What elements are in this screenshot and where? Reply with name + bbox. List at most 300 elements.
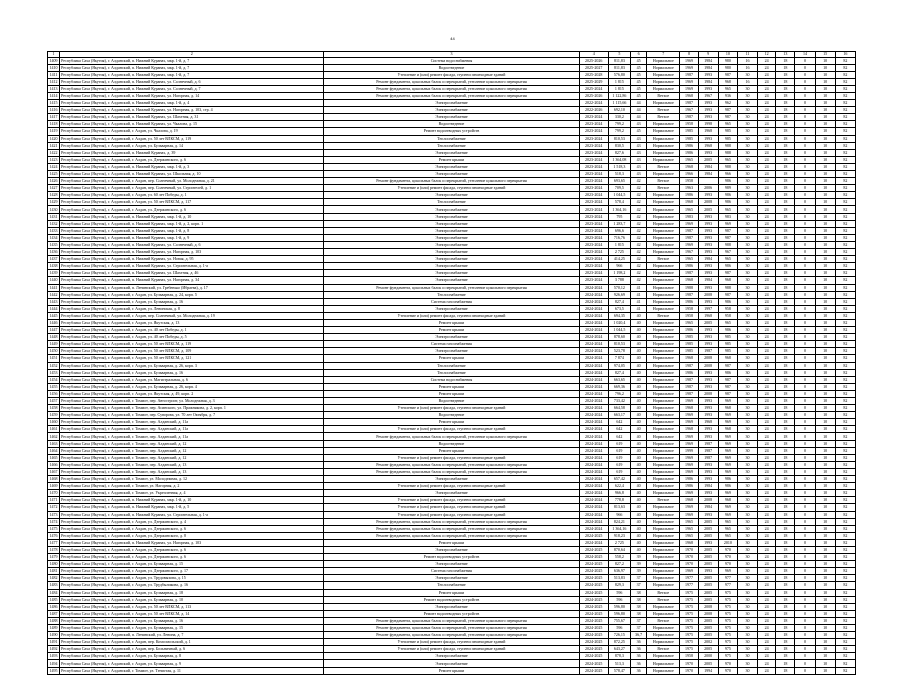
year-overhaul-cell: 2005 bbox=[698, 625, 718, 632]
value-cell: 0 bbox=[795, 617, 815, 624]
year-commissioned-cell: 988 bbox=[718, 284, 737, 291]
area-cell: 596,80 bbox=[608, 603, 630, 610]
address-cell: Республика Саха (Якутия), г. Алданский, г. Алдан, ул. Бульварная, д. 16 bbox=[60, 298, 324, 305]
value-cell: 0 bbox=[795, 100, 815, 107]
address-cell: Республика Саха (Якутия), г. Алданский, п. Нижний Куранах, мкр. 1-й, д. 4 bbox=[60, 100, 324, 107]
area-cell: 829,3 bbox=[608, 582, 630, 589]
value-cell: 0 bbox=[795, 554, 815, 561]
year-commissioned-cell: 986 bbox=[718, 483, 737, 490]
work-type-cell: Электроснабжение bbox=[324, 149, 579, 156]
value-cell: 82 bbox=[835, 440, 855, 447]
value-cell: 30 bbox=[737, 525, 757, 532]
area-cell: 7 874 bbox=[608, 355, 630, 362]
value-cell: 82 bbox=[835, 610, 855, 617]
value-cell: 18 bbox=[776, 518, 795, 525]
condition-cell: Нормальное bbox=[647, 376, 680, 383]
area-cell: 827,2 bbox=[608, 561, 630, 568]
area-cell: 673,5 bbox=[608, 305, 630, 312]
work-type-cell: Электроснабжение bbox=[324, 305, 579, 312]
year-built-cell: 1970 bbox=[680, 667, 698, 674]
year-built-cell: 1970 bbox=[680, 546, 698, 553]
year-commissioned-cell: 975 bbox=[718, 610, 737, 617]
row-number: 1411 bbox=[48, 71, 60, 78]
address-cell: Республика Саха (Якутия), г. Алданский, г. Алдан, ул. 50 лет ВЛКСМ, д. 109 bbox=[60, 348, 324, 355]
value-cell: 0 bbox=[795, 327, 815, 334]
value-cell: 30 bbox=[737, 341, 757, 348]
address-cell: Республика Саха (Якутия), г. Алданский, г. Алдан, ул. 50 лет ВЛКСМ, д. 119 bbox=[60, 341, 324, 348]
row-number: 1441 bbox=[48, 284, 60, 291]
address-cell: Республика Саха (Якутия), г. Алданский, п. Нижний Куранах, мкр. 1-й, д. 8 bbox=[60, 227, 324, 234]
value-cell: 10 bbox=[815, 291, 835, 298]
row-number: 1480 bbox=[48, 561, 60, 568]
value-cell: 30 bbox=[737, 249, 757, 256]
period-cell: 2023-2024 bbox=[579, 241, 608, 248]
row-number: 1443 bbox=[48, 298, 60, 305]
value-cell: 30 bbox=[737, 270, 757, 277]
area-cell: 811,83 bbox=[608, 64, 630, 71]
area-cell: 1 815 bbox=[608, 78, 630, 85]
value-cell: 10 bbox=[815, 100, 835, 107]
address-cell: Республика Саха (Якутия), г. Алданский, г. Томмот, ул. Тенистая, д. 11 bbox=[60, 667, 324, 674]
table-row bbox=[48, 355, 856, 362]
year-built-cell: 1969 bbox=[680, 412, 698, 419]
value-cell: 82 bbox=[835, 128, 855, 135]
period-cell: 2023-2024 bbox=[579, 220, 608, 227]
row-number: 1458 bbox=[48, 405, 60, 412]
period-cell: 2025-2026 bbox=[579, 92, 608, 99]
condition-cell: Нормальное bbox=[647, 525, 680, 532]
value-cell: 30 bbox=[737, 454, 757, 461]
year-built-cell: 1958 bbox=[680, 653, 698, 660]
column-header: 1 bbox=[48, 52, 60, 58]
value-cell: 0 bbox=[795, 64, 815, 71]
value-cell: 18 bbox=[776, 454, 795, 461]
table-row bbox=[48, 163, 856, 170]
area-cell: 330,2 bbox=[608, 114, 630, 121]
year-commissioned-cell: 969 bbox=[718, 447, 737, 454]
value-cell: 24 bbox=[758, 468, 776, 475]
value-cell: 0 bbox=[795, 390, 815, 397]
year-commissioned-cell: 962 bbox=[718, 100, 737, 107]
value-cell: 0 bbox=[795, 660, 815, 667]
address-cell: Республика Саха (Якутия), г. Алданский, п. Нижний Куранах, мкр. 1-й, д. 7 bbox=[60, 57, 324, 64]
area-cell: 966 bbox=[608, 511, 630, 518]
table-row bbox=[48, 114, 856, 121]
value-cell: 0 bbox=[795, 525, 815, 532]
value-cell: 82 bbox=[835, 405, 855, 412]
value-cell: 24 bbox=[758, 419, 776, 426]
year-commissioned-cell: 965 bbox=[718, 206, 737, 213]
year-overhaul-cell: 2008 bbox=[698, 355, 718, 362]
value-cell: 24 bbox=[758, 639, 776, 646]
year-built-cell: 1975 bbox=[680, 589, 698, 596]
value-cell: 82 bbox=[835, 305, 855, 312]
value-cell: 10 bbox=[815, 256, 835, 263]
row-number: 1438 bbox=[48, 263, 60, 270]
work-type-cell: Ремонт крыши bbox=[324, 419, 579, 426]
value-cell: 18 bbox=[776, 660, 795, 667]
value-cell: 18 bbox=[776, 327, 795, 334]
condition-cell: Нормальное bbox=[647, 426, 680, 433]
value-cell: 10 bbox=[815, 440, 835, 447]
period-cell: 2023-2024 bbox=[579, 114, 608, 121]
row-number: 1446 bbox=[48, 319, 60, 326]
value-cell: 30 bbox=[737, 497, 757, 504]
value-cell: 18 bbox=[776, 100, 795, 107]
value-cell: 82 bbox=[835, 71, 855, 78]
value-cell: 82 bbox=[835, 78, 855, 85]
wear-cell: 43 bbox=[631, 135, 647, 142]
value-cell: 30 bbox=[737, 319, 757, 326]
table-row bbox=[48, 433, 856, 440]
condition-cell: Нормальное bbox=[647, 121, 680, 128]
wear-cell: 43 bbox=[631, 163, 647, 170]
value-cell: 24 bbox=[758, 461, 776, 468]
value-cell: 0 bbox=[795, 504, 815, 511]
year-built-cell: 1987 bbox=[680, 227, 698, 234]
value-cell: 0 bbox=[795, 646, 815, 653]
year-built-cell: 1968 bbox=[680, 355, 698, 362]
table-row bbox=[48, 213, 856, 220]
period-cell: 2024-2025 bbox=[579, 639, 608, 646]
value-cell: 24 bbox=[758, 362, 776, 369]
year-built-cell: 1987 bbox=[680, 100, 698, 107]
value-cell: 0 bbox=[795, 78, 815, 85]
value-cell: 24 bbox=[758, 114, 776, 121]
value-cell: 0 bbox=[795, 405, 815, 412]
value-cell: 16 bbox=[737, 57, 757, 64]
wear-cell: 40 bbox=[631, 312, 647, 319]
address-cell: Республика Саха (Якутия), г. Алданский, г. Алдан, пер. Больничный, д. 6 bbox=[60, 646, 324, 653]
period-cell: 2023-2024 bbox=[579, 121, 608, 128]
table-row bbox=[48, 376, 856, 383]
condition-cell: Нормальное bbox=[647, 518, 680, 525]
value-cell: 18 bbox=[776, 376, 795, 383]
wear-cell: 40 bbox=[631, 405, 647, 412]
year-commissioned-cell: 987 bbox=[718, 390, 737, 397]
table-row bbox=[48, 632, 856, 639]
year-overhaul-cell: 1987 bbox=[698, 447, 718, 454]
year-built-cell: 1968 bbox=[680, 539, 698, 546]
year-overhaul-cell: 2005 bbox=[698, 632, 718, 639]
year-commissioned-cell: 969 bbox=[718, 440, 737, 447]
work-type-cell: Утепление и (или) ремонт фасада, ступени пешеходные зданий bbox=[324, 511, 579, 518]
value-cell: 24 bbox=[758, 596, 776, 603]
wear-cell: 40 bbox=[631, 362, 647, 369]
value-cell: 18 bbox=[776, 483, 795, 490]
column-header: 15 bbox=[815, 52, 835, 58]
table-row bbox=[48, 142, 856, 149]
table-row bbox=[48, 497, 856, 504]
value-cell: 30 bbox=[737, 135, 757, 142]
value-cell: 18 bbox=[776, 653, 795, 660]
value-cell: 30 bbox=[737, 185, 757, 192]
value-cell: 0 bbox=[795, 369, 815, 376]
value-cell: 18 bbox=[776, 256, 795, 263]
value-cell: 24 bbox=[758, 617, 776, 624]
work-type-cell: Водоотведение bbox=[324, 440, 579, 447]
value-cell: 30 bbox=[737, 227, 757, 234]
row-number: 1465 bbox=[48, 454, 60, 461]
row-number: 1433 bbox=[48, 227, 60, 234]
value-cell: 82 bbox=[835, 617, 855, 624]
value-cell: 82 bbox=[835, 64, 855, 71]
year-built-cell: 1970 bbox=[680, 554, 698, 561]
value-cell: 18 bbox=[776, 85, 795, 92]
value-cell: 10 bbox=[815, 447, 835, 454]
value-cell: 24 bbox=[758, 518, 776, 525]
year-built-cell: 1977 bbox=[680, 575, 698, 582]
value-cell: 24 bbox=[758, 653, 776, 660]
value-cell: 18 bbox=[776, 596, 795, 603]
wear-cell: 43 bbox=[631, 121, 647, 128]
value-cell: 10 bbox=[815, 277, 835, 284]
wear-cell: 40 bbox=[631, 426, 647, 433]
value-cell: 18 bbox=[776, 369, 795, 376]
wear-cell: 40 bbox=[631, 476, 647, 483]
year-overhaul-cell: 1998 bbox=[698, 121, 718, 128]
table-row bbox=[48, 511, 856, 518]
year-commissioned-cell: 965 bbox=[718, 532, 737, 539]
table-row bbox=[48, 249, 856, 256]
value-cell: 18 bbox=[776, 107, 795, 114]
condition-cell: Нормальное bbox=[647, 142, 680, 149]
value-cell: 30 bbox=[737, 625, 757, 632]
work-type-cell: Электроснабжение bbox=[324, 575, 579, 582]
value-cell: 10 bbox=[815, 199, 835, 206]
wear-cell: 40 bbox=[631, 419, 647, 426]
value-cell: 10 bbox=[815, 667, 835, 674]
value-cell: 24 bbox=[758, 341, 776, 348]
year-overhaul-cell: 1993 bbox=[698, 100, 718, 107]
condition-cell: Нормальное bbox=[647, 341, 680, 348]
work-type-cell: Электроснабжение bbox=[324, 227, 579, 234]
value-cell: 24 bbox=[758, 227, 776, 234]
condition-cell: Нормальное bbox=[647, 305, 680, 312]
wear-cell: 42 bbox=[631, 213, 647, 220]
year-commissioned-cell: 988 bbox=[718, 142, 737, 149]
condition-cell: Нормальное bbox=[647, 334, 680, 341]
year-built-cell: 1975 bbox=[680, 632, 698, 639]
table-row bbox=[48, 206, 856, 213]
wear-cell: 40 bbox=[631, 376, 647, 383]
value-cell: 10 bbox=[815, 653, 835, 660]
work-type-cell: Утепление и (или) ремонт фасада, ступени пешеходные зданий bbox=[324, 646, 579, 653]
work-type-cell: Теплоснабжение bbox=[324, 369, 579, 376]
value-cell: 18 bbox=[776, 199, 795, 206]
value-cell: 10 bbox=[815, 390, 835, 397]
value-cell: 10 bbox=[815, 490, 835, 497]
year-built-cell: 1969 bbox=[680, 85, 698, 92]
table-row bbox=[48, 341, 856, 348]
table-row bbox=[48, 653, 856, 660]
address-cell: Республика Саха (Якутия), г. Алданский, г. Алдан, ул. Ленинская, д. 8 bbox=[60, 305, 324, 312]
area-cell: 870,64 bbox=[608, 546, 630, 553]
work-type-cell: Электроснабжение bbox=[324, 220, 579, 227]
value-cell: 82 bbox=[835, 447, 855, 454]
year-overhaul-cell: 2002 bbox=[698, 639, 718, 646]
address-cell: Республика Саха (Якутия), г. Алданский, г. Томмот, пер. Алданский, д. 13 bbox=[60, 461, 324, 468]
work-type-cell: Электроснабжение bbox=[324, 100, 579, 107]
value-cell: 10 bbox=[815, 128, 835, 135]
value-cell: 30 bbox=[737, 220, 757, 227]
value-cell: 24 bbox=[758, 667, 776, 674]
table-row bbox=[48, 539, 856, 546]
address-cell: Республика Саха (Якутия), г. Алданский, п. Нижний Куранах, ул. Нагорная, д. 34 bbox=[60, 277, 324, 284]
address-cell: Республика Саха (Якутия), г. Алданский, г. Алдан, ул. Трудовыхова, д. 15 bbox=[60, 575, 324, 582]
value-cell: 24 bbox=[758, 220, 776, 227]
value-cell: 18 bbox=[776, 156, 795, 163]
value-cell: 30 bbox=[737, 348, 757, 355]
row-number: 1428 bbox=[48, 192, 60, 199]
value-cell: 24 bbox=[758, 107, 776, 114]
row-number: 1452 bbox=[48, 362, 60, 369]
area-cell: 513,3 bbox=[608, 660, 630, 667]
address-cell: Республика Саха (Якутия), г. Алданский, г. Алдан, ул. Дзержинского, д. 6 bbox=[60, 525, 324, 532]
value-cell: 30 bbox=[737, 114, 757, 121]
value-cell: 82 bbox=[835, 107, 855, 114]
condition-cell: Нормальное bbox=[647, 220, 680, 227]
value-cell: 10 bbox=[815, 355, 835, 362]
year-overhaul-cell: 1993 bbox=[698, 263, 718, 270]
year-built-cell: 1986 bbox=[680, 149, 698, 156]
wear-cell: 42 bbox=[631, 185, 647, 192]
value-cell: 18 bbox=[776, 185, 795, 192]
value-cell: 82 bbox=[835, 270, 855, 277]
year-commissioned-cell: 987 bbox=[718, 234, 737, 241]
year-commissioned-cell: 985 bbox=[718, 341, 737, 348]
year-overhaul-cell: 1993 bbox=[698, 270, 718, 277]
value-cell: 18 bbox=[776, 433, 795, 440]
condition-cell: Нормальное bbox=[647, 575, 680, 582]
year-overhaul-cell: 1993 bbox=[698, 426, 718, 433]
address-cell: Республика Саха (Якутия), г. Алданский, п. Нижний Куранах, мкр. 1-й, д. 7 bbox=[60, 64, 324, 71]
address-cell: Республика Саха (Якутия), г. Алданский, п. Нижний Куранах, ул. Нагорная, д. 14 bbox=[60, 92, 324, 99]
year-commissioned-cell: 970 bbox=[718, 561, 737, 568]
value-cell: 0 bbox=[795, 454, 815, 461]
value-cell: 30 bbox=[737, 511, 757, 518]
work-type-cell: Водоотведение bbox=[324, 121, 579, 128]
address-cell: Республика Саха (Якутия), г. Алданский, г. Томмот, пер. Алданский, д. 12 bbox=[60, 447, 324, 454]
condition-cell: Нормальное bbox=[647, 561, 680, 568]
year-commissioned-cell: 987 bbox=[718, 227, 737, 234]
value-cell: 30 bbox=[737, 667, 757, 674]
year-commissioned-cell: 970 bbox=[718, 660, 737, 667]
wear-cell: 45 bbox=[631, 128, 647, 135]
year-overhaul-cell: 1993 bbox=[698, 327, 718, 334]
year-commissioned-cell: 986 bbox=[718, 476, 737, 483]
work-type-cell: Ремонт крыши bbox=[324, 319, 579, 326]
table-row bbox=[48, 149, 856, 156]
period-cell: 2024-2025 bbox=[579, 660, 608, 667]
value-cell: 0 bbox=[795, 483, 815, 490]
table-row bbox=[48, 291, 856, 298]
value-cell: 30 bbox=[737, 312, 757, 319]
year-overhaul-cell: 1993 bbox=[698, 369, 718, 376]
work-type-cell: Ремонт крыши bbox=[324, 327, 579, 334]
address-cell: Республика Саха (Якутия), г. Алданский, п. Нижний Куранах, мкр. 1-й, д. 9 bbox=[60, 234, 324, 241]
value-cell: 10 bbox=[815, 632, 835, 639]
period-cell: 2024-2024 bbox=[579, 483, 608, 490]
address-cell: Республика Саха (Якутия), г. Алданский, г. Алдан, ул. Бульварная, д. 14 bbox=[60, 142, 324, 149]
value-cell: 10 bbox=[815, 312, 835, 319]
address-cell: Республика Саха (Якутия), г. Алданский, п. Нижний Куранах, мкр. 1-й, д. 7 bbox=[60, 71, 324, 78]
value-cell: 18 bbox=[776, 476, 795, 483]
value-cell: 0 bbox=[795, 319, 815, 326]
value-cell: 0 bbox=[795, 596, 815, 603]
condition-cell: Нормальное bbox=[647, 149, 680, 156]
wear-cell: 40 bbox=[631, 334, 647, 341]
value-cell: 24 bbox=[758, 298, 776, 305]
value-cell: 18 bbox=[776, 632, 795, 639]
year-overhaul-cell: 1993 bbox=[698, 241, 718, 248]
wear-cell: 40 bbox=[631, 504, 647, 511]
period-cell: 2024-2024 bbox=[579, 440, 608, 447]
value-cell: 10 bbox=[815, 561, 835, 568]
row-number: 1469 bbox=[48, 483, 60, 490]
period-cell: 2024-2025 bbox=[579, 532, 608, 539]
wear-cell: 45 bbox=[631, 92, 647, 99]
value-cell: 82 bbox=[835, 298, 855, 305]
year-commissioned-cell: 969 bbox=[718, 504, 737, 511]
value-cell: 0 bbox=[795, 561, 815, 568]
condition-cell: Нормальное bbox=[647, 135, 680, 142]
table-row bbox=[48, 554, 856, 561]
wear-cell: 41 bbox=[631, 305, 647, 312]
value-cell: 10 bbox=[815, 327, 835, 334]
value-cell: 10 bbox=[815, 64, 835, 71]
address-cell: Республика Саха (Якутия), г. Алданский, г. Томмот, ул. Нагорная, д. 2 bbox=[60, 483, 324, 490]
work-type-cell: Электроснабжение bbox=[324, 263, 579, 270]
row-number: 1431 bbox=[48, 213, 60, 220]
value-cell: 24 bbox=[758, 163, 776, 170]
year-built-cell: 1958 bbox=[680, 121, 698, 128]
value-cell: 24 bbox=[758, 575, 776, 582]
row-number: 1434 bbox=[48, 234, 60, 241]
year-commissioned-cell: 968 bbox=[718, 277, 737, 284]
value-cell: 18 bbox=[776, 348, 795, 355]
area-cell: 796,2 bbox=[608, 390, 630, 397]
table-row bbox=[48, 100, 856, 107]
value-cell: 24 bbox=[758, 383, 776, 390]
year-built-cell: 1987 bbox=[680, 383, 698, 390]
value-cell: 10 bbox=[815, 185, 835, 192]
column-header: 2 bbox=[60, 52, 324, 58]
value-cell: 30 bbox=[737, 277, 757, 284]
value-cell: 0 bbox=[795, 546, 815, 553]
year-built-cell: 1987 bbox=[680, 234, 698, 241]
value-cell: 24 bbox=[758, 319, 776, 326]
wear-cell: 38 bbox=[631, 589, 647, 596]
period-cell: 2024-2025 bbox=[579, 646, 608, 653]
work-type-cell: Утепление и (или) ремонт фасада, ступени пешеходные зданий bbox=[324, 454, 579, 461]
value-cell: 10 bbox=[815, 319, 835, 326]
address-cell: Республика Саха (Якутия), г. Алданский, г. Алдан, пер. Солнечный, ул. Строителей, д. 1 bbox=[60, 185, 324, 192]
value-cell: 18 bbox=[776, 383, 795, 390]
year-built-cell: 1975 bbox=[680, 610, 698, 617]
value-cell: 18 bbox=[776, 639, 795, 646]
value-cell: 24 bbox=[758, 241, 776, 248]
year-commissioned-cell: 958 bbox=[718, 305, 737, 312]
area-cell: 1 518,3 bbox=[608, 163, 630, 170]
value-cell: 82 bbox=[835, 220, 855, 227]
value-cell: 24 bbox=[758, 625, 776, 632]
row-number: 1449 bbox=[48, 341, 60, 348]
wear-cell: 36 bbox=[631, 653, 647, 660]
work-type-cell: Ремонт фундамента, цокольных балок и перекрытий, утепление цокольного перекрытия bbox=[324, 461, 579, 468]
address-cell: Республика Саха (Якутия), г. Алданский, г. Алдан, ул. 50 лет ВЛКСМ, д. 121 bbox=[60, 355, 324, 362]
value-cell: 18 bbox=[776, 390, 795, 397]
